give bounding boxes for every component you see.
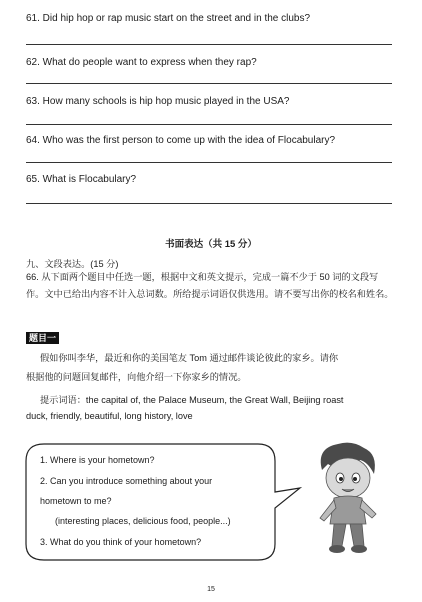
cartoon-boy-illustration [308, 440, 386, 558]
bubble-question-3: 3. What do you think of your hometown? [40, 537, 202, 547]
question-63: 63. How many schools is hip hop music played in the USA? [26, 96, 290, 107]
instruction-text: 66. 从下面两个题目中任选一题，根据中文和英文提示，完成一篇不少于 50 词的文段写作。文中已给出内容不计入总词数。所给提示词语仅供选用。请不要写出你的校名和姓名。 [26, 272, 394, 299]
question-64: 64. Who was the first person to come up with the idea of Flocabulary? [26, 135, 336, 146]
bubble-question-2-cont: hometown to me? [40, 496, 112, 506]
bubble-question-2-note: (interesting places, delicious food, people...) [55, 516, 231, 526]
topic-tag: 题目一 [26, 332, 59, 344]
page-number: 15 [207, 586, 215, 593]
question-62: 62. What do people want to express when they rap? [26, 57, 257, 68]
hint-line-1: 提示词语：the capital of, the Palace Museum, the Great Wall, Beijing roast [40, 395, 344, 405]
section-heading: 九、文段表达。(15 分) [26, 259, 119, 269]
section-title: 书面表达（共 15 分） [165, 239, 257, 250]
question-61: 61. Did hip hop or rap music start on the street and in the clubs? [26, 13, 311, 24]
prompt-line-1: 假如你叫李华，最近和你的美国笔友 Tom 通过邮件谈论彼此的家乡。请你 [40, 353, 339, 363]
hint-line-2: duck, friendly, beautiful, long history, love [26, 411, 193, 421]
prompt-line-2: 根据他的问题回复邮件，向他介绍一下你家乡的情况。 [26, 372, 247, 382]
bubble-question-1: 1. Where is your hometown? [40, 455, 155, 465]
bubble-question-2: 2. Can you introduce something about your [40, 476, 213, 486]
question-65: 65. What is Flocabulary? [26, 174, 137, 185]
